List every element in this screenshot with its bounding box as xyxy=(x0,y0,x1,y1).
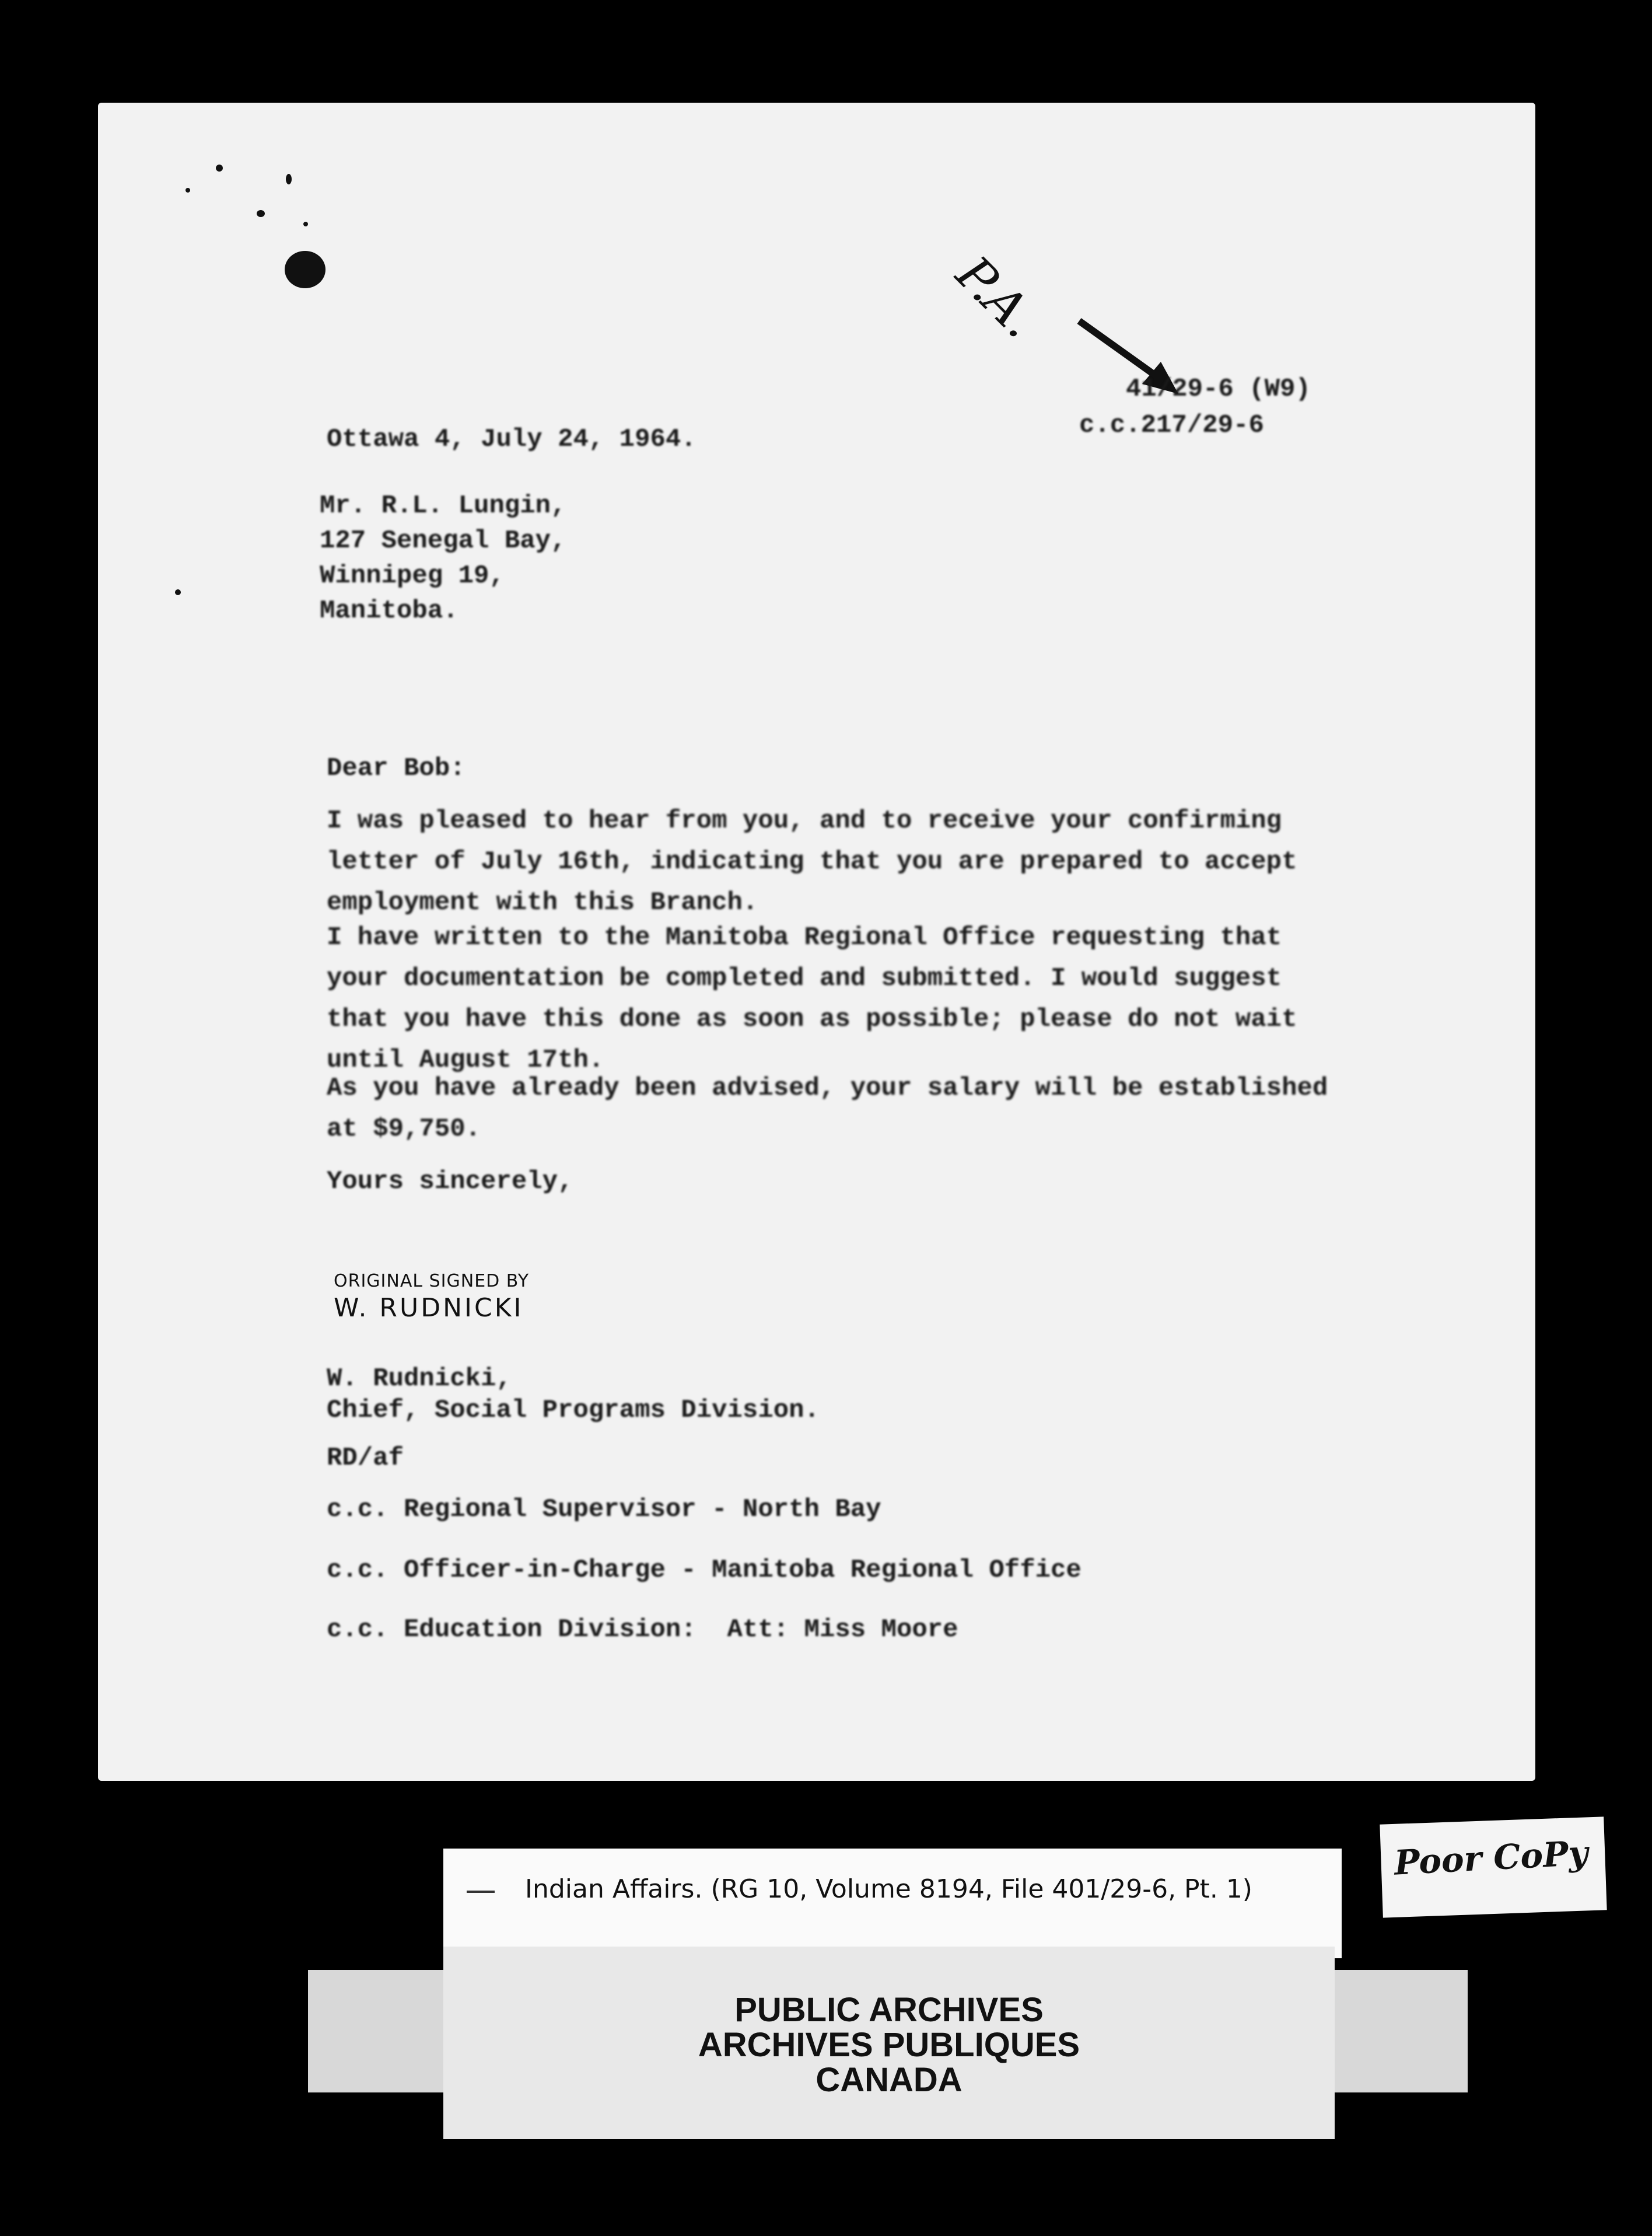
date-line: Ottawa 4, July 24, 1964. xyxy=(327,425,696,454)
cc-line: c.c. Regional Supervisor - North Bay xyxy=(327,1495,881,1524)
body-paragraph: I was pleased to hear from you, and to receive your confirming letter of July 16th, indicating that you are prepared to accept employment with this Branch. xyxy=(327,806,1297,917)
ink-speck xyxy=(286,174,292,184)
stamp-signatory-name: W. RUDNICKI xyxy=(334,1293,524,1323)
ink-speck xyxy=(175,589,181,595)
initials: RD/af xyxy=(327,1444,404,1473)
address-line: Winnipeg 19, xyxy=(320,561,505,591)
ink-speck xyxy=(186,188,190,193)
archive-stamp-line: PUBLIC ARCHIVES xyxy=(734,1991,1044,2029)
file-ref-1: 41/29-6 (W9) xyxy=(1126,375,1311,404)
cc-line: c.c. Officer-in-Charge - Manitoba Regional Office xyxy=(327,1556,1082,1585)
archive-stamp-line: ARCHIVES PUBLIQUES xyxy=(698,2026,1080,2064)
address-line: Mr. R.L. Lungin, xyxy=(320,491,566,520)
dash-mark xyxy=(467,1891,495,1893)
poor-copy-note: Poor CoPy xyxy=(1393,1833,1589,1883)
signatory-title: Chief, Social Programs Division. xyxy=(327,1396,820,1425)
handwritten-pa: P.A. xyxy=(945,245,1049,349)
address-line: Manitoba. xyxy=(320,596,459,626)
archive-stamp-line: CANADA xyxy=(816,2061,963,2099)
ink-speck xyxy=(216,165,223,172)
salutation: Dear Bob: xyxy=(327,754,466,783)
closing: Yours sincerely, xyxy=(327,1167,573,1196)
ink-speck xyxy=(303,222,308,226)
body-paragraph: As you have already been advised, your salary will be established at $9,750. xyxy=(327,1074,1328,1144)
original-signed-stamp: ORIGINAL SIGNED BY xyxy=(334,1271,530,1291)
ink-blot xyxy=(285,251,326,288)
file-ref-2: c.c.217/29-6 xyxy=(1079,411,1264,440)
body-paragraph: I have written to the Manitoba Regional Office requesting that your documentation be completed and submitted. I would suggest that you have this done as soon as possible; please do not wait until August 17th. xyxy=(327,923,1297,1075)
address-line: 127 Senegal Bay, xyxy=(320,526,566,555)
ink-speck xyxy=(257,210,265,217)
archive-reference: Indian Affairs. (RG 10, Volume 8194, File 401/29-6, Pt. 1) xyxy=(525,1874,1252,1904)
cc-line: c.c. Education Division: Att: Miss Moore xyxy=(327,1615,958,1644)
signatory-name: W. Rudnicki, xyxy=(327,1364,512,1393)
